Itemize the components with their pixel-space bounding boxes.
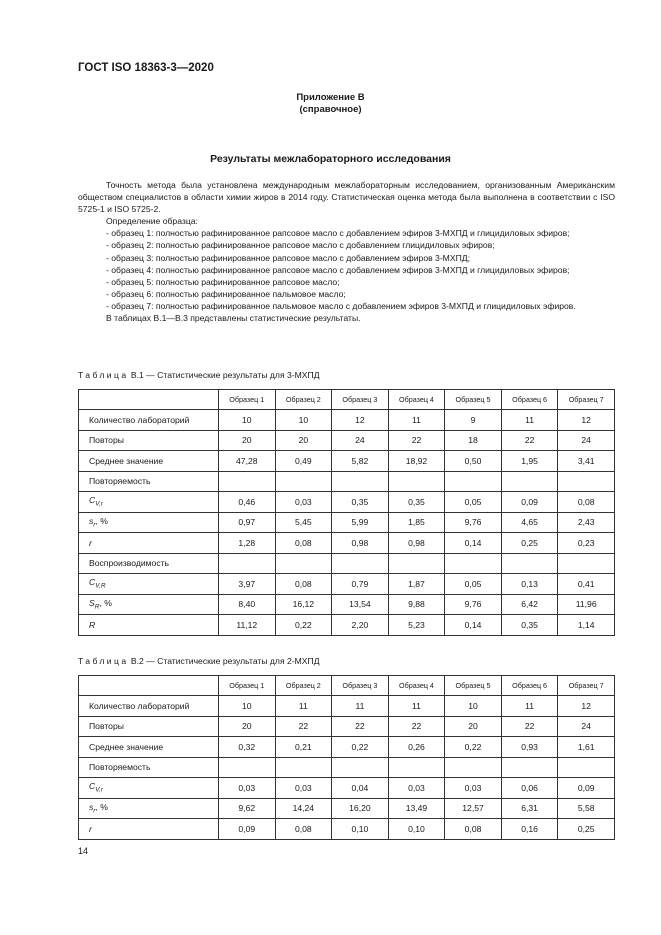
table-cell: 0,41 xyxy=(558,574,615,595)
row-label-symbol: s xyxy=(89,801,94,812)
table-cell: 10 xyxy=(219,696,276,717)
row-label: Повторы xyxy=(79,716,219,737)
table-cell: 1,61 xyxy=(558,737,615,758)
table-cell: 20 xyxy=(219,430,276,451)
table-cell xyxy=(332,553,389,574)
table-cell: 0,08 xyxy=(558,492,615,513)
table-cell: 0,22 xyxy=(445,737,502,758)
table-row xyxy=(79,430,615,451)
table-cell: 47,28 xyxy=(219,451,276,472)
row-label: Повторы xyxy=(79,430,219,451)
table-cell: 8,40 xyxy=(219,594,276,615)
table-cell: 10 xyxy=(275,410,332,431)
row-label xyxy=(79,615,219,636)
table-cell: 11 xyxy=(332,696,389,717)
table-cell: 9,88 xyxy=(388,594,445,615)
column-header: Образец 5 xyxy=(445,390,502,410)
header-blank-cell xyxy=(79,676,219,696)
table-cell xyxy=(275,757,332,778)
row-label-symbol: r xyxy=(89,823,92,834)
table-cell: 0,13 xyxy=(501,574,558,595)
table-cell xyxy=(388,757,445,778)
table-cell: 0,08 xyxy=(275,819,332,840)
table-cell: 0,03 xyxy=(445,778,502,799)
appendix-title: Приложение В xyxy=(296,92,365,103)
table-cell: 0,49 xyxy=(275,451,332,472)
table-cell: 5,45 xyxy=(275,512,332,533)
table-cell: 0,98 xyxy=(332,533,389,554)
row-label xyxy=(79,512,219,533)
row-label xyxy=(79,594,219,615)
table1-caption-text: В.1 — Статистические результаты для 3-МХПД xyxy=(130,370,320,380)
table-cell: 22 xyxy=(275,716,332,737)
table-cell: 22 xyxy=(388,716,445,737)
row-label-symbol: C xyxy=(89,495,96,506)
table-cell: 6,42 xyxy=(501,594,558,615)
table-cell xyxy=(445,471,502,492)
header-blank-cell xyxy=(79,390,219,410)
table-cell: 0,25 xyxy=(501,533,558,554)
table-cell: 10 xyxy=(219,410,276,431)
table1-caption xyxy=(78,370,320,380)
document-header: ГОСТ ISO 18363-3—2020 xyxy=(78,62,214,74)
column-header: Образец 7 xyxy=(558,676,615,696)
table-cell xyxy=(445,553,502,574)
column-header: Образец 2 xyxy=(275,676,332,696)
table-cell: 0,08 xyxy=(445,819,502,840)
table-cell: 22 xyxy=(501,716,558,737)
table-cell: 11,96 xyxy=(558,594,615,615)
table-cell xyxy=(219,471,276,492)
table-cell: 0,97 xyxy=(219,512,276,533)
table-cell xyxy=(388,471,445,492)
table-cell: 11 xyxy=(501,696,558,717)
table-cell xyxy=(219,757,276,778)
row-label-symbol: C xyxy=(89,577,96,588)
row-label-subscript: V,r xyxy=(95,787,104,795)
table-row xyxy=(79,451,615,472)
table-cell: 9,76 xyxy=(445,594,502,615)
table-cell: 0,08 xyxy=(275,533,332,554)
row-label-subscript: V,R xyxy=(95,583,106,591)
table-cell: 24 xyxy=(558,716,615,737)
paragraph-sample-definition: Определение образца: xyxy=(106,216,198,227)
table-cell: 9,76 xyxy=(445,512,502,533)
table-row xyxy=(79,512,615,533)
table-cell: 0,35 xyxy=(501,615,558,636)
row-label xyxy=(79,819,219,840)
table-cell xyxy=(219,553,276,574)
table-cell: 1,14 xyxy=(558,615,615,636)
table-header-row xyxy=(79,676,615,696)
table-cell: 12 xyxy=(558,696,615,717)
paragraph-intro: Точность метода была установлена международным межлабораторным исследованием, организованным Американским обществом специалистов в области химии жиров в 2014 году. Статистическая оценка метода была выполнена в соответствии с ISO 5725-1 и ISO 5725-2. xyxy=(78,180,615,215)
column-header: Образец 3 xyxy=(332,390,389,410)
table-cell: 1,87 xyxy=(388,574,445,595)
table-cell: 5,82 xyxy=(332,451,389,472)
row-label-unit: , % xyxy=(95,515,108,526)
row-label: Воспроизводимость xyxy=(79,553,219,574)
table-cell: 0,32 xyxy=(219,737,276,758)
table-cell: 9,62 xyxy=(219,798,276,819)
table-cell: 6,31 xyxy=(501,798,558,819)
table-cell: 0,26 xyxy=(388,737,445,758)
body-text xyxy=(78,179,615,324)
sample-item-1: - образец 1: полностью рафинированное рапсовое масло с добавлением эфиров 3-МХПД и глицидиловых эфиров; xyxy=(106,228,570,239)
table-cell: 5,23 xyxy=(388,615,445,636)
table-cell: 0,22 xyxy=(275,615,332,636)
table-row xyxy=(79,778,615,799)
table-cell: 0,21 xyxy=(275,737,332,758)
column-header: Образец 7 xyxy=(558,390,615,410)
table-cell: 0,09 xyxy=(501,492,558,513)
row-label-subscript: V,r xyxy=(95,501,104,509)
row-label xyxy=(79,778,219,799)
table1 xyxy=(78,389,615,636)
table-cell: 22 xyxy=(388,430,445,451)
table-cell: 0,06 xyxy=(501,778,558,799)
table2 xyxy=(78,675,615,840)
table-cell xyxy=(501,757,558,778)
table-cell: 24 xyxy=(332,430,389,451)
table-cell xyxy=(501,471,558,492)
table-cell: 13,49 xyxy=(388,798,445,819)
table-row xyxy=(79,553,615,574)
table-cell: 0,05 xyxy=(445,492,502,513)
row-label-subscript: r xyxy=(93,521,96,529)
table-cell: 0,10 xyxy=(332,819,389,840)
table-cell: 9 xyxy=(445,410,502,431)
row-label xyxy=(79,798,219,819)
row-label-unit: , % xyxy=(99,597,112,608)
table-row xyxy=(79,533,615,554)
row-label: Количество лабораторий xyxy=(79,410,219,431)
table-cell: 0,14 xyxy=(445,533,502,554)
table-cell: 0,35 xyxy=(332,492,389,513)
sample-item-7: - образец 7: полностью рафинированное пальмовое масло с добавлением эфиров 3-МХПД и глицидиловых эфиров. xyxy=(106,300,576,311)
table-cell: 0,16 xyxy=(501,819,558,840)
table-cell: 1,85 xyxy=(388,512,445,533)
column-header: Образец 1 xyxy=(219,390,276,410)
column-header: Образец 3 xyxy=(332,676,389,696)
appendix-heading xyxy=(0,92,661,116)
sample-item-3: - образец 3: полностью рафинированное рапсовое масло с добавлением эфиров 3-МХПД; xyxy=(106,252,470,263)
row-label-symbol: S xyxy=(89,597,95,608)
table-row xyxy=(79,696,615,717)
row-label-symbol: r xyxy=(89,537,92,548)
table-cell: 13,54 xyxy=(332,594,389,615)
table-cell: 24 xyxy=(558,430,615,451)
table-cell xyxy=(332,757,389,778)
table-cell: 11 xyxy=(388,696,445,717)
table-cell: 16,12 xyxy=(275,594,332,615)
table2-caption xyxy=(78,656,320,666)
table-cell: 20 xyxy=(275,430,332,451)
table-row xyxy=(79,410,615,431)
table-cell: 16,20 xyxy=(332,798,389,819)
table-cell: 11 xyxy=(275,696,332,717)
section-title: Результаты межлабораторного исследования xyxy=(210,153,451,165)
table-cell xyxy=(388,553,445,574)
table-row xyxy=(79,737,615,758)
page-number: 14 xyxy=(78,846,89,856)
appendix-subtitle: (справочное) xyxy=(299,104,362,115)
row-label xyxy=(79,492,219,513)
table-cell xyxy=(275,553,332,574)
row-label: Повторяемость xyxy=(79,757,219,778)
table-row xyxy=(79,574,615,595)
table-row xyxy=(79,471,615,492)
table-cell: 0,23 xyxy=(558,533,615,554)
column-header: Образец 2 xyxy=(275,390,332,410)
table-cell: 0,50 xyxy=(445,451,502,472)
row-label xyxy=(79,533,219,554)
table-cell: 5,58 xyxy=(558,798,615,819)
row-label-unit: , % xyxy=(95,801,108,812)
table-cell: 20 xyxy=(219,716,276,737)
sample-item-4: - образец 4: полностью рафинированное рапсовое масло с добавлением эфиров 3-МХПД и глицидиловых эфиров; xyxy=(106,264,570,275)
table-row xyxy=(79,757,615,778)
table-row xyxy=(79,716,615,737)
table-cell: 3,97 xyxy=(219,574,276,595)
row-label-subscript: r xyxy=(93,807,96,815)
table-cell: 0,93 xyxy=(501,737,558,758)
table-cell: 0,79 xyxy=(332,574,389,595)
column-header: Образец 6 xyxy=(501,390,558,410)
table-cell: 12 xyxy=(558,410,615,431)
table2-caption-text: В.2 — Статистические результаты для 2-МХПД xyxy=(130,656,320,666)
table-header-row xyxy=(79,390,615,410)
row-label: Среднее значение xyxy=(79,451,219,472)
table-cell: 0,08 xyxy=(275,574,332,595)
table-row xyxy=(79,594,615,615)
table-cell: 1,95 xyxy=(501,451,558,472)
column-header: Образец 4 xyxy=(388,390,445,410)
table-cell: 0,10 xyxy=(388,819,445,840)
table-cell: 14,24 xyxy=(275,798,332,819)
table-cell: 0,09 xyxy=(219,819,276,840)
table-cell: 12 xyxy=(332,410,389,431)
table-row xyxy=(79,819,615,840)
paragraph-tables-note: В таблицах В.1—В.3 представлены статистические результаты. xyxy=(106,313,361,324)
table-row xyxy=(79,492,615,513)
table-cell: 22 xyxy=(332,716,389,737)
table-cell xyxy=(332,471,389,492)
table-cell: 0,46 xyxy=(219,492,276,513)
table-row xyxy=(79,615,615,636)
table-cell xyxy=(558,757,615,778)
table-cell: 3,41 xyxy=(558,451,615,472)
row-label-symbol: C xyxy=(89,781,96,792)
table-cell: 0,35 xyxy=(388,492,445,513)
row-label: Повторяемость xyxy=(79,471,219,492)
table-cell: 0,03 xyxy=(388,778,445,799)
table-cell xyxy=(275,471,332,492)
table-cell: 0,05 xyxy=(445,574,502,595)
column-header: Образец 6 xyxy=(501,676,558,696)
table-cell: 0,25 xyxy=(558,819,615,840)
row-label: Количество лабораторий xyxy=(79,696,219,717)
table-cell: 0,09 xyxy=(558,778,615,799)
table-cell: 0,03 xyxy=(275,778,332,799)
table-cell xyxy=(558,553,615,574)
table-cell: 5,99 xyxy=(332,512,389,533)
table-cell xyxy=(558,471,615,492)
table-cell: 0,22 xyxy=(332,737,389,758)
column-header: Образец 4 xyxy=(388,676,445,696)
table-cell: 12,57 xyxy=(445,798,502,819)
sample-item-5: - образец 5: полностью рафинированное рапсовое масло; xyxy=(106,276,340,287)
table-row xyxy=(79,798,615,819)
table1-caption-prefix: Таблица xyxy=(78,370,129,380)
row-label-symbol: s xyxy=(89,515,94,526)
table2-caption-prefix: Таблица xyxy=(78,656,129,666)
table-cell: 0,04 xyxy=(332,778,389,799)
table-cell: 0,03 xyxy=(219,778,276,799)
table-cell: 4,65 xyxy=(501,512,558,533)
row-label xyxy=(79,574,219,595)
table-cell: 11 xyxy=(501,410,558,431)
sample-item-2: - образец 2: полностью рафинированное рапсовое масло с добавлением глицидиловых эфиров; xyxy=(106,240,495,251)
table-cell: 11,12 xyxy=(219,615,276,636)
table-cell: 11 xyxy=(388,410,445,431)
row-label-subscript: R xyxy=(94,603,100,611)
table-cell: 18,92 xyxy=(388,451,445,472)
table-cell xyxy=(501,553,558,574)
table-cell: 10 xyxy=(445,696,502,717)
row-label: Среднее значение xyxy=(79,737,219,758)
table-cell: 0,98 xyxy=(388,533,445,554)
table-cell: 2,43 xyxy=(558,512,615,533)
column-header: Образец 5 xyxy=(445,676,502,696)
table-cell: 0,03 xyxy=(275,492,332,513)
table-cell: 2,20 xyxy=(332,615,389,636)
table-cell: 1,28 xyxy=(219,533,276,554)
row-label-symbol: R xyxy=(89,619,96,630)
table-cell: 20 xyxy=(445,716,502,737)
sample-item-6: - образец 6: полностью рафинированное пальмовое масло; xyxy=(106,288,346,299)
column-header: Образец 1 xyxy=(219,676,276,696)
table-cell: 18 xyxy=(445,430,502,451)
table-cell: 0,14 xyxy=(445,615,502,636)
table-cell xyxy=(445,757,502,778)
table-cell: 22 xyxy=(501,430,558,451)
